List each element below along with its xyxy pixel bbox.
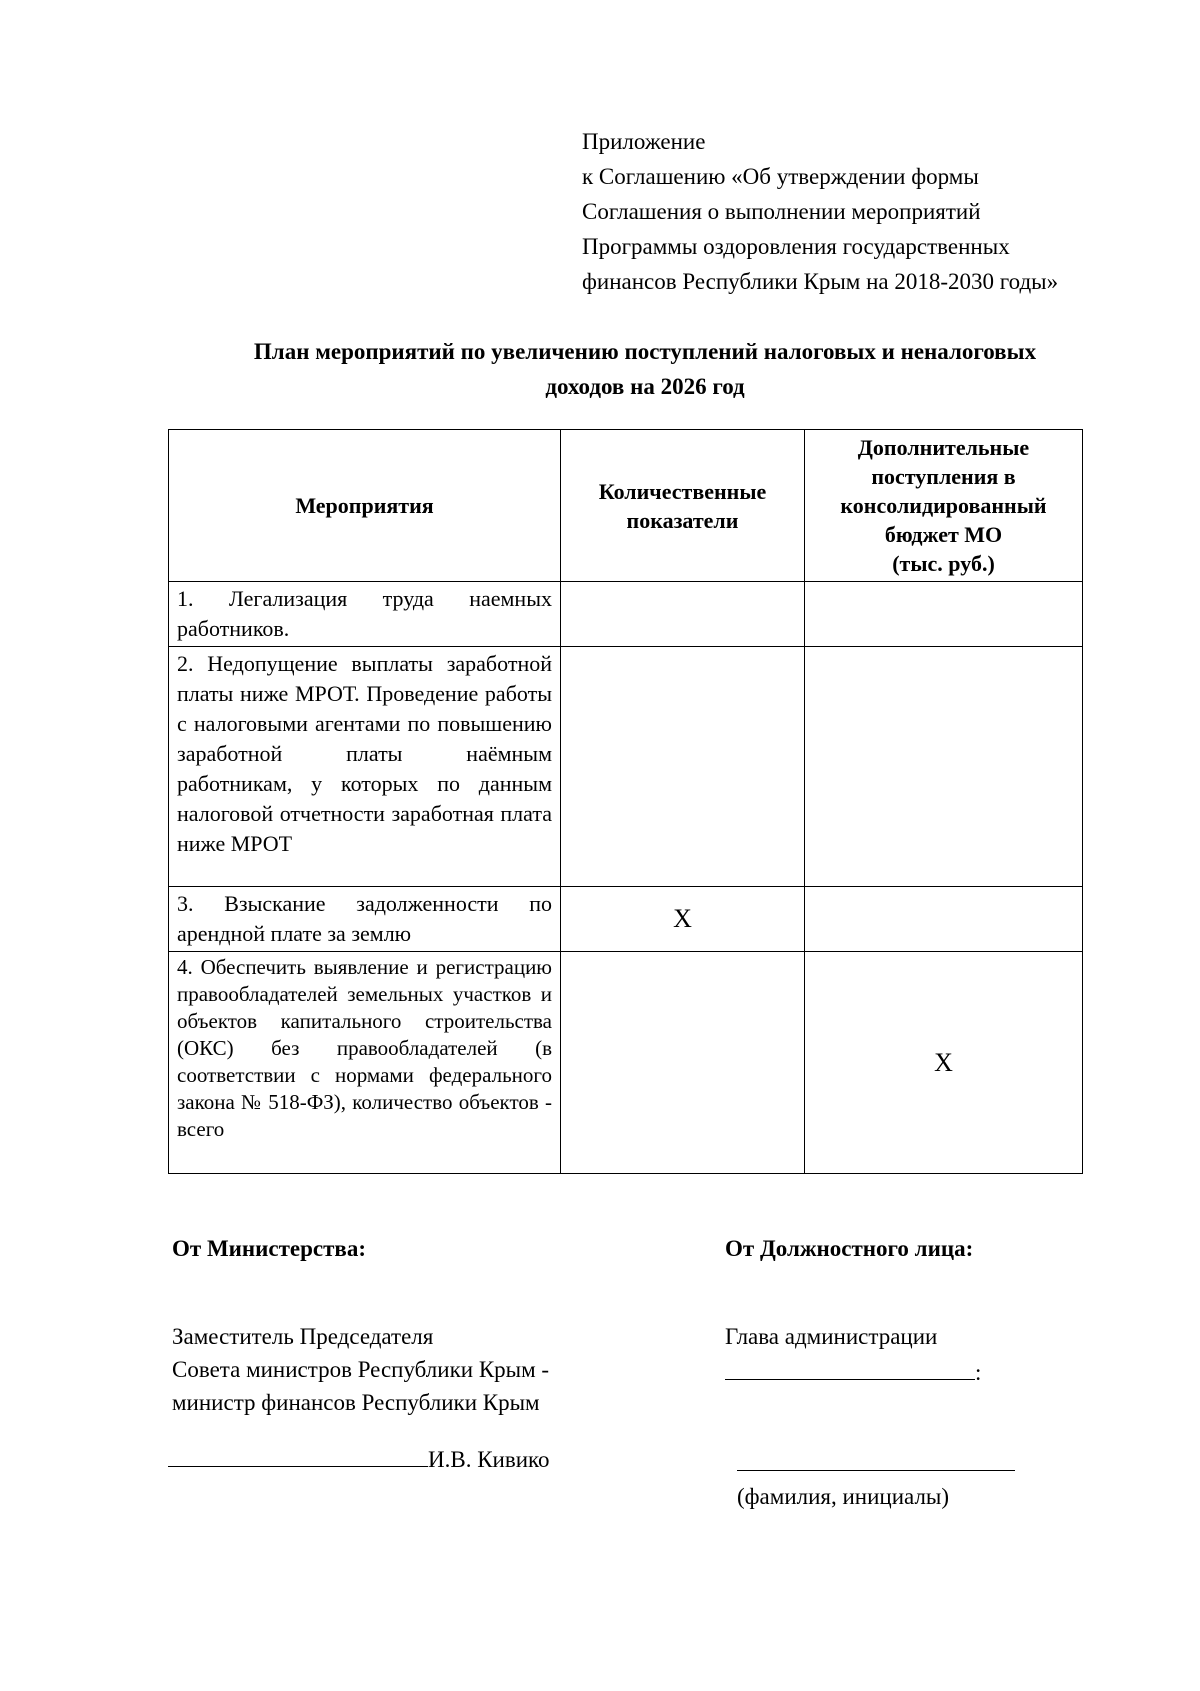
official-title: Глава администрации [725, 1324, 938, 1349]
header-quantitative: Количественные показатели [561, 430, 805, 582]
quantity-cell [561, 582, 805, 647]
header-additional-revenue-text: Дополнительные поступления в консолидированный бюджет МО [840, 435, 1047, 547]
quantity-cell: Х [561, 887, 805, 952]
signatory-name: И.В. Кивико [428, 1447, 550, 1472]
ministry-position [172, 1320, 549, 1419]
ministry-signature [168, 1440, 550, 1476]
table-row [169, 582, 1083, 647]
annex-line: финансов Республики Крым на 2018-2030 годы» [582, 269, 1059, 294]
quantity-cell [561, 647, 805, 887]
plan-table [168, 429, 1083, 1174]
signature-line [168, 1440, 428, 1467]
title-line-2: доходов на 2026 год [545, 374, 745, 399]
annex-line: Соглашения о выполнении мероприятий [582, 199, 981, 224]
table-row [169, 647, 1083, 887]
position-line: Совета министров Республики Крым - [172, 1357, 550, 1382]
table-row [169, 952, 1083, 1174]
header-activities: Мероприятия [169, 430, 561, 582]
annex-line: Приложение [582, 129, 706, 154]
position-line: министр финансов Республики Крым [172, 1390, 540, 1415]
table-header-row [169, 430, 1083, 582]
annex-line: Программы оздоровления государственных [582, 234, 1010, 259]
table-row [169, 887, 1083, 952]
activity-cell: 1. Легализация труда наемных работников. [169, 582, 561, 647]
header-additional-revenue [805, 430, 1083, 582]
annex-line: к Соглашению «Об утверждении формы [582, 164, 979, 189]
additional-cell [805, 887, 1083, 952]
activity-cell: 3. Взыскание задолженности по арендной плате за землю [169, 887, 561, 952]
name-caption: (фамилия, инициалы) [737, 1484, 950, 1509]
colon: : [975, 1360, 982, 1385]
position-line: Заместитель Председателя [172, 1324, 434, 1349]
activity-cell: 4. Обеспечить выявление и регистрацию правообладателей земельных участков и объектов капитального строительства (ОКС) без правообладателей (в соответствии с нормами федерального закона № 518-ФЗ), количество объектов - всего [169, 952, 561, 1174]
official-heading: От Должностного лица: [725, 1236, 974, 1261]
additional-cell: Х [805, 952, 1083, 1174]
ministry-heading: От Министерства: [172, 1236, 366, 1261]
additional-cell [805, 582, 1083, 647]
annex-block [582, 124, 1058, 299]
official-signature-line [725, 1353, 981, 1389]
official-position [725, 1320, 981, 1389]
additional-cell [805, 647, 1083, 887]
header-unit: (тыс. руб.) [892, 551, 995, 576]
signature-line [725, 1353, 975, 1380]
activity-cell: 2. Недопущение выплаты заработной платы ниже МРОТ. Проведение работы с налоговыми агентами по повышению заработной платы наёмным работникам, у которых по данным налоговой отчетности заработная плата ниже МРОТ [169, 647, 561, 887]
document-title [150, 334, 1140, 404]
name-line [737, 1440, 1015, 1471]
quantity-cell [561, 952, 805, 1174]
official-name-block [737, 1440, 1015, 1513]
title-line-1: План мероприятий по увеличению поступлений налоговых и неналоговых [253, 339, 1037, 364]
